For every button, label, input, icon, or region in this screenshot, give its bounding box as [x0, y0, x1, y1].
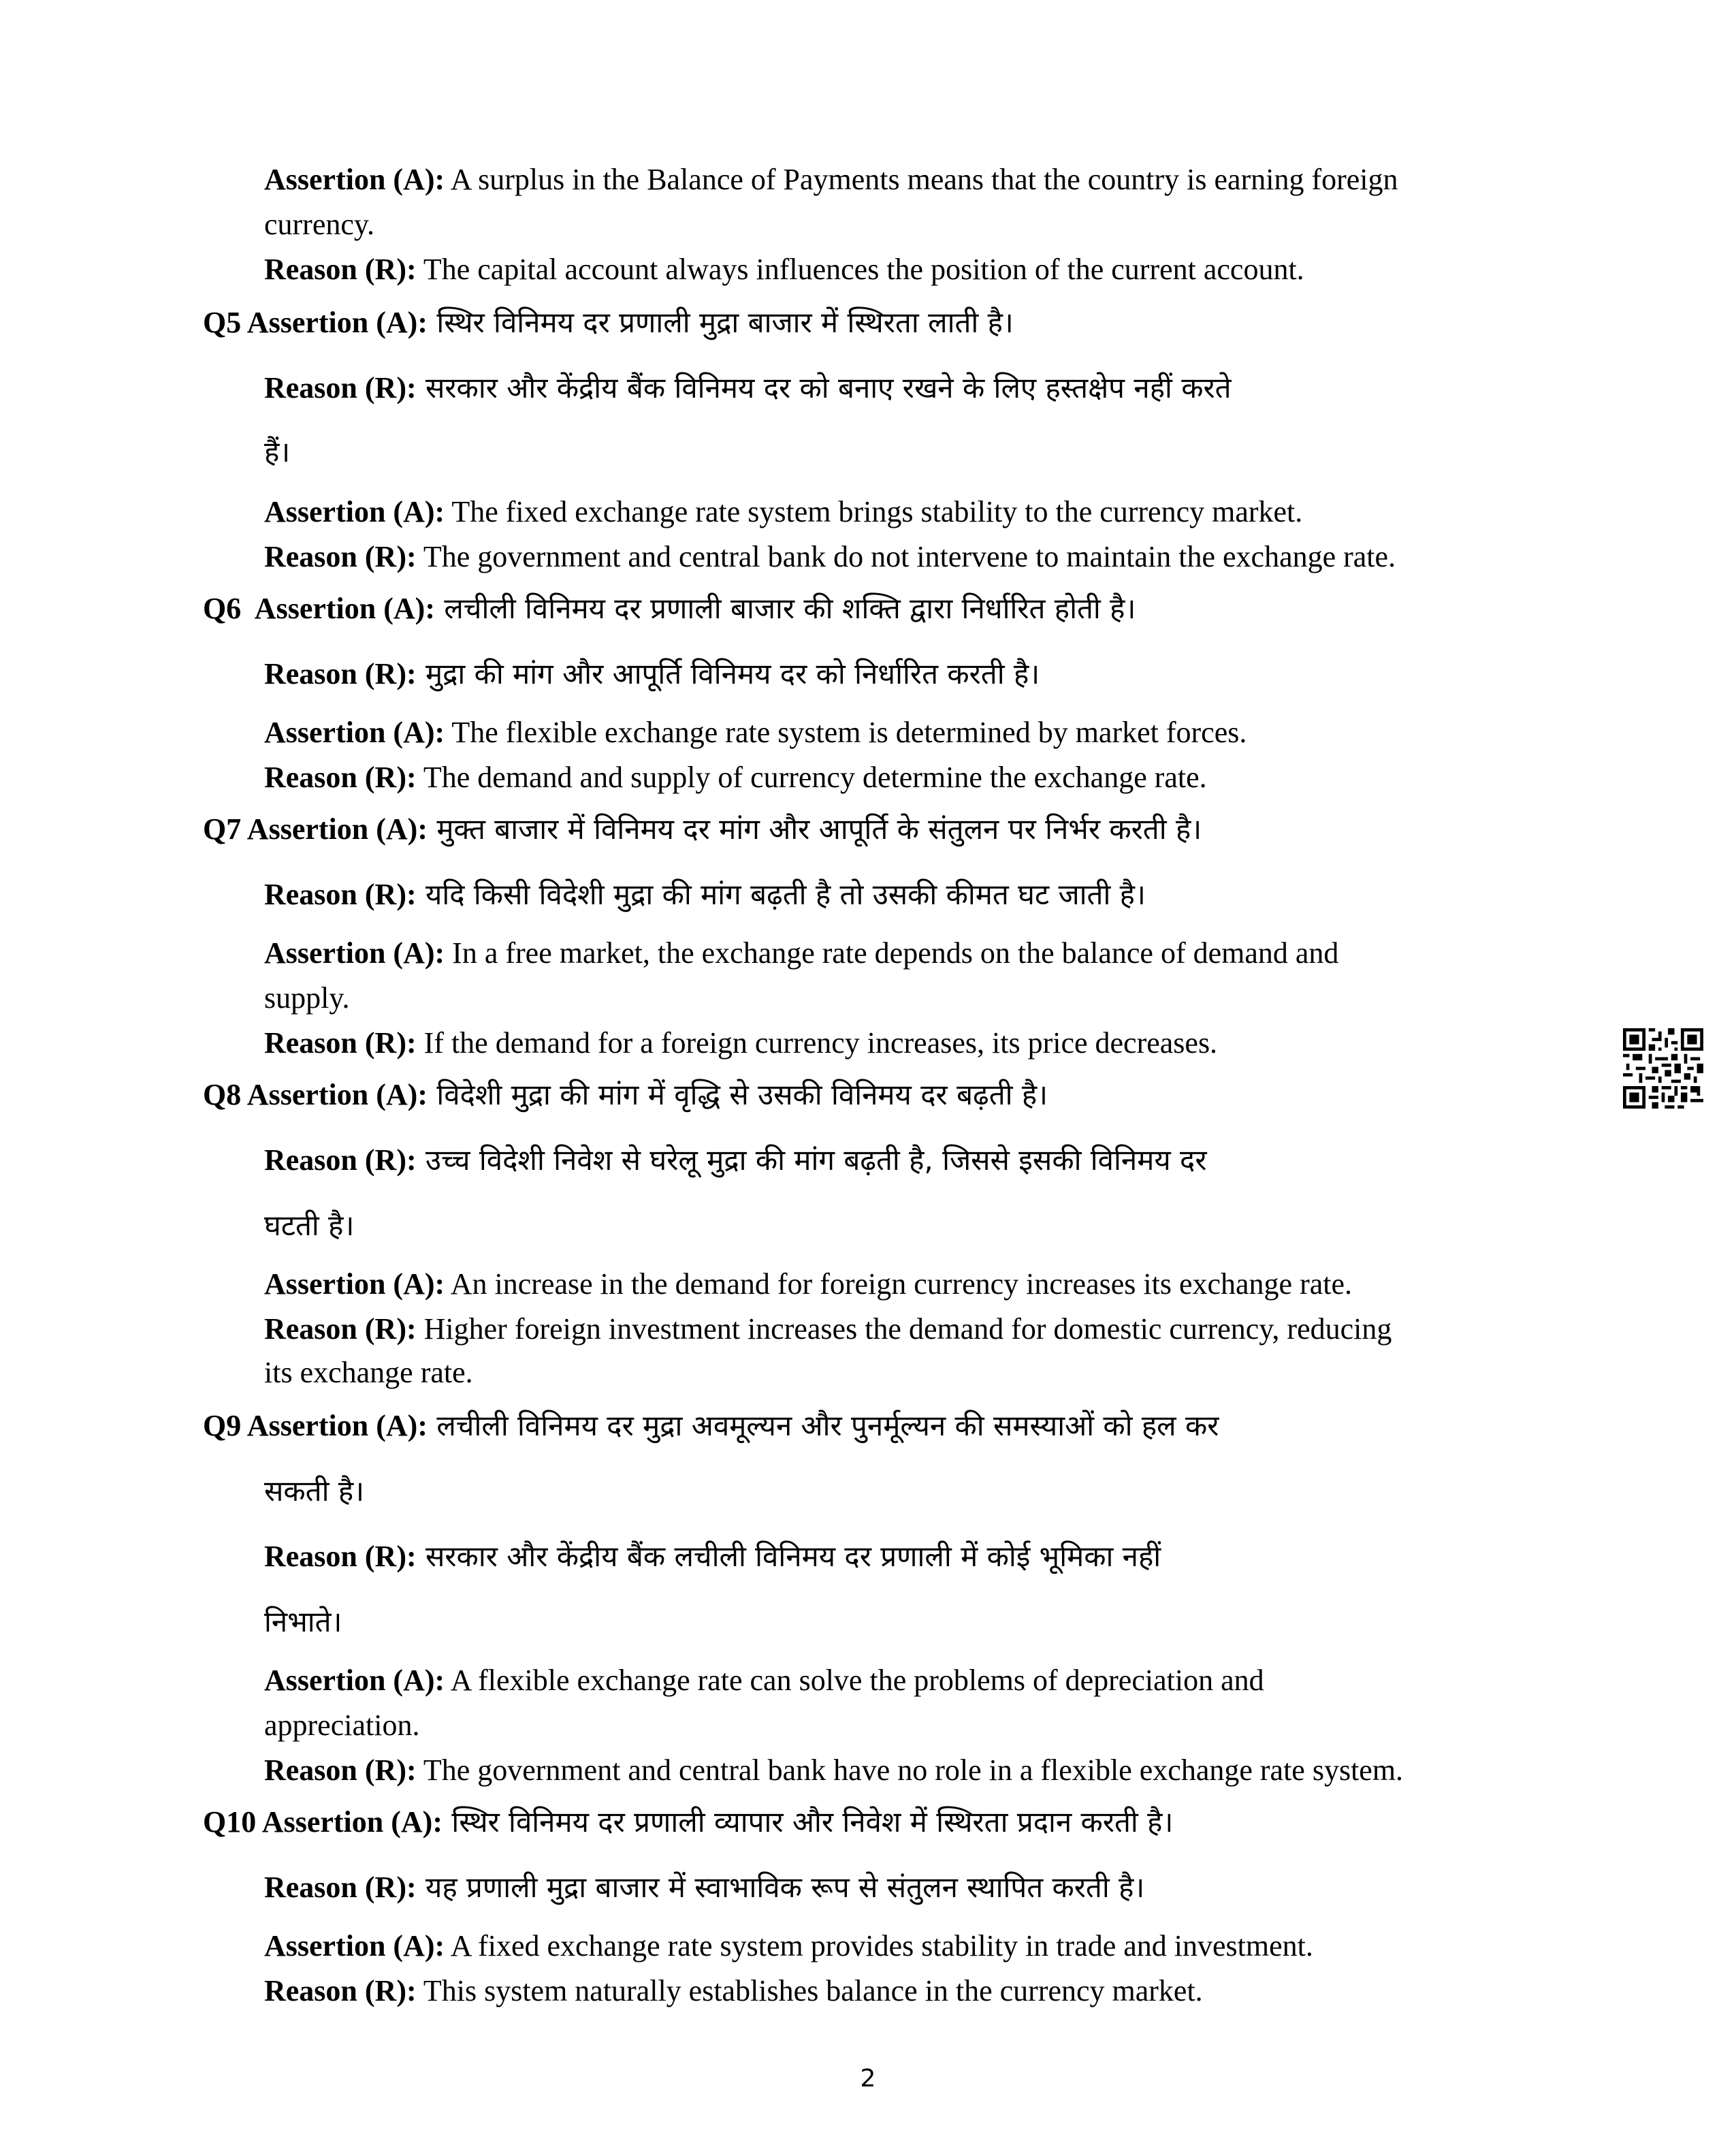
assertion-text: A flexible exchange rate can solve the problems of depreciation and	[445, 1664, 1264, 1697]
question-number: Q8	[203, 1078, 242, 1111]
reason-label: Reason (R):	[264, 657, 417, 690]
q5-hi-reason-line-1	[264, 368, 1232, 409]
assertion-text: मुक्त बाजार में विनिमय दर मांग और आपूर्ति के संतुलन पर निर्भर करती है।	[427, 812, 1202, 846]
q7-en-reason-line	[264, 1023, 1217, 1064]
q8-hi-reason-line-2: घटती है।	[264, 1209, 355, 1242]
q6-hi-assertion-line	[203, 588, 1136, 629]
reason-text: यह प्रणाली मुद्रा बाजार में स्वाभाविक रूप से संतुलन स्थापित करती है।	[416, 1871, 1145, 1904]
reason-label: Reason (R):	[264, 1974, 417, 2007]
q7-en-assertion-line-1	[264, 933, 1338, 974]
reason-label: Reason (R):	[264, 540, 417, 573]
question-number: Q10	[203, 1805, 257, 1839]
assertion-label: Assertion (A):	[264, 495, 445, 528]
reason-label: Reason (R):	[264, 1871, 417, 1904]
reason-label: Reason (R):	[264, 1143, 417, 1177]
reason-label: Reason (R):	[264, 1540, 417, 1573]
reason-text: सरकार और केंद्रीय बैंक विनिमय दर को बनाए रखने के लिए हस्तक्षेप नहीं करते	[416, 371, 1232, 404]
q9-hi-reason-line-2: निभाते।	[264, 1605, 342, 1638]
question-number: Q9	[203, 1409, 242, 1442]
q9-en-reason-line	[264, 1750, 1403, 1791]
q4-en-assertion-line-1	[264, 159, 1398, 200]
q4-en-assertion-line-2: currency.	[264, 208, 375, 241]
assertion-text: स्थिर विनिमय दर प्रणाली मुद्रा बाजार में स्थिरता लाती है।	[427, 306, 1014, 339]
question-number: Q6	[203, 592, 242, 625]
reason-label: Reason (R):	[264, 253, 417, 286]
reason-text: If the demand for a foreign currency increases, its price decreases.	[416, 1026, 1218, 1060]
assertion-label: Assertion (A):	[241, 592, 435, 625]
q8-hi-assertion-line	[203, 1075, 1048, 1115]
assertion-text: The flexible exchange rate system is determined by market forces.	[445, 716, 1247, 749]
q4-en-reason-line	[264, 249, 1304, 290]
q8-en-assertion-line	[264, 1264, 1352, 1305]
reason-label: Reason (R):	[264, 761, 417, 794]
reason-label: Reason (R):	[264, 371, 417, 404]
qr-code-icon	[1623, 1028, 1703, 1109]
assertion-label: Assertion (A):	[264, 163, 445, 196]
reason-text: The capital account always influences the position of the current account.	[416, 253, 1304, 286]
assertion-text: A fixed exchange rate system provides stability in trade and investment.	[445, 1929, 1313, 1963]
q7-en-assertion-line-2: supply.	[264, 981, 350, 1015]
q9-en-assertion-line-1	[264, 1660, 1264, 1701]
assertion-label: Assertion (A):	[264, 1267, 445, 1301]
q10-en-assertion-line	[264, 1926, 1313, 1967]
question-number: Q7	[203, 812, 242, 846]
q8-hi-reason-line-1	[264, 1140, 1207, 1181]
assertion-label: Assertion (A):	[241, 1409, 428, 1442]
assertion-label: Assertion (A):	[256, 1805, 443, 1839]
assertion-label: Assertion (A):	[264, 1929, 445, 1963]
reason-text: The government and central bank have no role in a flexible exchange rate system.	[416, 1753, 1404, 1787]
reason-text: मुद्रा की मांग और आपूर्ति विनिमय दर को निर्धारित करती है।	[416, 657, 1040, 690]
assertion-label: Assertion (A):	[264, 936, 445, 970]
reason-text: This system naturally establishes balance in the currency market.	[416, 1974, 1203, 2007]
q6-en-reason-line	[264, 757, 1207, 798]
q9-hi-assertion-line-1	[203, 1405, 1219, 1446]
assertion-text: लचीली विनिमय दर मुद्रा अवमूल्यन और पुनर्मूल्यन की समस्याओं को हल कर	[427, 1409, 1219, 1442]
question-number: Q5	[203, 306, 242, 339]
page-number: 2	[860, 2065, 876, 2093]
q8-en-reason-line-2: its exchange rate.	[264, 1356, 473, 1389]
q9-en-assertion-line-2: appreciation.	[264, 1709, 420, 1742]
assertion-text: लचीली विनिमय दर प्रणाली बाजार की शक्ति द्वारा निर्धारित होती है।	[434, 592, 1136, 625]
q6-hi-reason-line	[264, 654, 1040, 695]
assertion-label: Assertion (A):	[241, 812, 428, 846]
assertion-text: In a free market, the exchange rate depends on the balance of demand and	[445, 936, 1339, 970]
reason-label: Reason (R):	[264, 878, 417, 911]
reason-label: Reason (R):	[264, 1753, 417, 1787]
reason-text: The demand and supply of currency determine the exchange rate.	[416, 761, 1207, 794]
assertion-text: A surplus in the Balance of Payments means that the country is earning foreign	[445, 163, 1398, 196]
assertion-text: विदेशी मुद्रा की मांग में वृद्धि से उसकी विनिमय दर बढ़ती है।	[427, 1078, 1048, 1111]
assertion-label: Assertion (A):	[264, 716, 445, 749]
reason-text: The government and central bank do not intervene to maintain the exchange rate.	[416, 540, 1396, 573]
q6-en-assertion-line	[264, 712, 1247, 753]
assertion-text: An increase in the demand for foreign currency increases its exchange rate.	[445, 1267, 1353, 1301]
assertion-text: स्थिर विनिमय दर प्रणाली व्यापार और निवेश में स्थिरता प्रदान करती है।	[442, 1805, 1174, 1839]
reason-label: Reason (R):	[264, 1026, 417, 1060]
q5-en-reason-line	[264, 537, 1396, 577]
reason-text: सरकार और केंद्रीय बैंक लचीली विनिमय दर प्रणाली में कोई भूमिका नहीं	[416, 1540, 1161, 1573]
reason-text: यदि किसी विदेशी मुद्रा की मांग बढ़ती है तो उसकी कीमत घट जाती है।	[416, 878, 1146, 911]
assertion-label: Assertion (A):	[241, 1078, 428, 1111]
assertion-label: Assertion (A):	[264, 1664, 445, 1697]
q7-hi-reason-line	[264, 874, 1146, 915]
reason-label: Reason (R):	[264, 1312, 417, 1346]
q9-hi-assertion-line-2: सकती है।	[264, 1474, 365, 1508]
assertion-label: Assertion (A):	[241, 306, 428, 339]
q5-hi-reason-line-2: हैं।	[264, 435, 291, 468]
assertion-text: The fixed exchange rate system brings stability to the currency market.	[445, 495, 1303, 528]
q7-hi-assertion-line	[203, 809, 1202, 850]
q5-hi-assertion-line	[203, 302, 1014, 343]
q5-en-assertion-line	[264, 492, 1302, 533]
reason-text: Higher foreign investment increases the demand for domestic currency, reducing	[416, 1312, 1392, 1346]
q10-hi-reason-line	[264, 1867, 1144, 1908]
reason-text: उच्च विदेशी निवेश से घरेलू मुद्रा की मांग बढ़ती है, जिससे इसकी विनिमय दर	[416, 1143, 1207, 1177]
q10-hi-assertion-line	[203, 1802, 1173, 1843]
q9-hi-reason-line-1	[264, 1536, 1161, 1577]
q8-en-reason-line-1	[264, 1309, 1392, 1350]
q10-en-reason-line	[264, 1971, 1203, 2012]
